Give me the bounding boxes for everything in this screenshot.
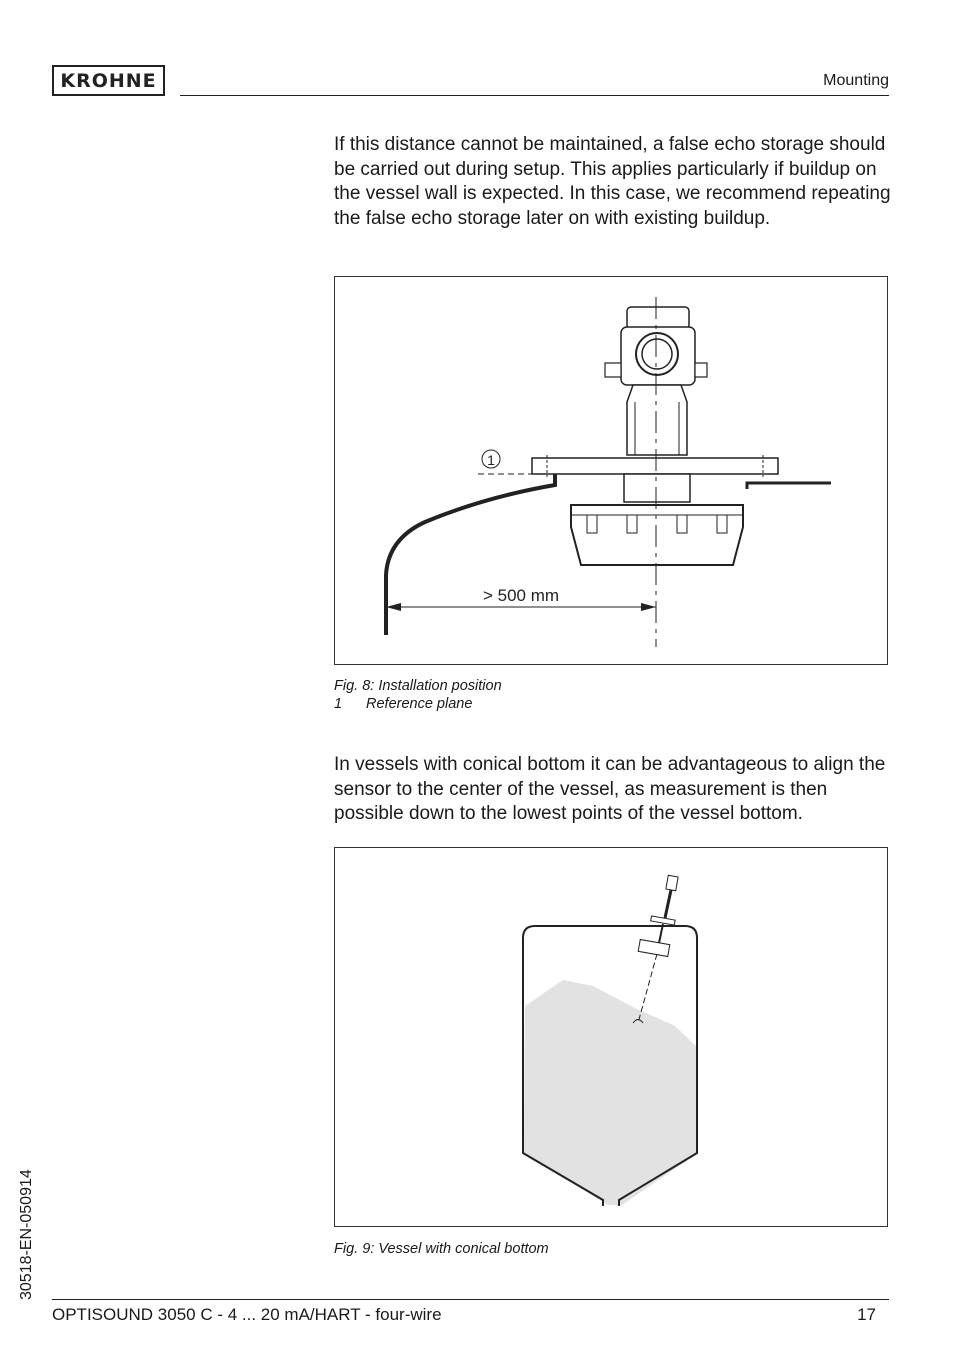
horn-rib bbox=[627, 515, 637, 533]
figure9-caption: Fig. 9: Vessel with conical bottom bbox=[334, 1241, 549, 1257]
footer-product: OPTISOUND 3050 C - 4 ... 20 mA/HART - four-wire bbox=[52, 1305, 442, 1324]
sensor-flange bbox=[651, 916, 676, 925]
krohne-logo bbox=[52, 65, 165, 96]
sensor-housing bbox=[666, 875, 678, 891]
figure8-legend-item bbox=[334, 696, 472, 712]
horn-rib bbox=[587, 515, 597, 533]
figure-vessel-conical-bottom bbox=[334, 847, 888, 1227]
adapter bbox=[624, 474, 690, 502]
footer-rule bbox=[52, 1299, 889, 1300]
sensor-stem bbox=[665, 890, 671, 918]
sensor-horn bbox=[638, 939, 670, 956]
flange-plate bbox=[532, 458, 778, 474]
dimension-label: > 500 mm bbox=[482, 586, 560, 605]
cable-gland bbox=[695, 363, 707, 377]
paragraph-conical-bottom: In vessels with conical bottom it can be advantageous to align the sensor to the center of the vessel, as measurement is then possible down to the lowest points of the vessel bottom. bbox=[334, 754, 886, 824]
sensor-neck bbox=[627, 385, 687, 455]
housing-top bbox=[627, 307, 689, 329]
antenna-horn bbox=[571, 505, 743, 565]
vessel-wall bbox=[386, 474, 555, 635]
vessel-drawing bbox=[335, 848, 887, 1226]
dimension-arrow-left bbox=[386, 603, 401, 611]
paragraph-false-echo: If this distance cannot be maintained, a false echo storage should be carried out during setup. This applies particularly if buildup on the vessel wall is expected. In this case, we recommend repeating the false echo storage later on with existing buildup. bbox=[334, 134, 891, 229]
figure-installation-position bbox=[334, 276, 888, 665]
callout-number: 1 bbox=[487, 452, 495, 468]
legend-number: 1 bbox=[334, 696, 343, 712]
figure8-caption: Fig. 8: Installation position bbox=[334, 678, 502, 694]
horn-rib bbox=[677, 515, 687, 533]
page-number: 17 bbox=[857, 1305, 876, 1324]
bulk-material bbox=[524, 980, 698, 1205]
housing-window-inner bbox=[642, 339, 672, 369]
cable-gland bbox=[605, 363, 621, 377]
vessel-roof bbox=[747, 483, 831, 489]
horn-rib bbox=[717, 515, 727, 533]
dimension-arrow-right bbox=[641, 603, 656, 611]
header-rule bbox=[180, 95, 889, 96]
installation-drawing bbox=[335, 277, 887, 664]
section-title: Mounting bbox=[823, 72, 889, 89]
logo-text: KROHNE bbox=[60, 69, 157, 92]
legend-text: Reference plane bbox=[366, 696, 473, 712]
document-id: 30518-EN-050914 bbox=[18, 1169, 35, 1300]
